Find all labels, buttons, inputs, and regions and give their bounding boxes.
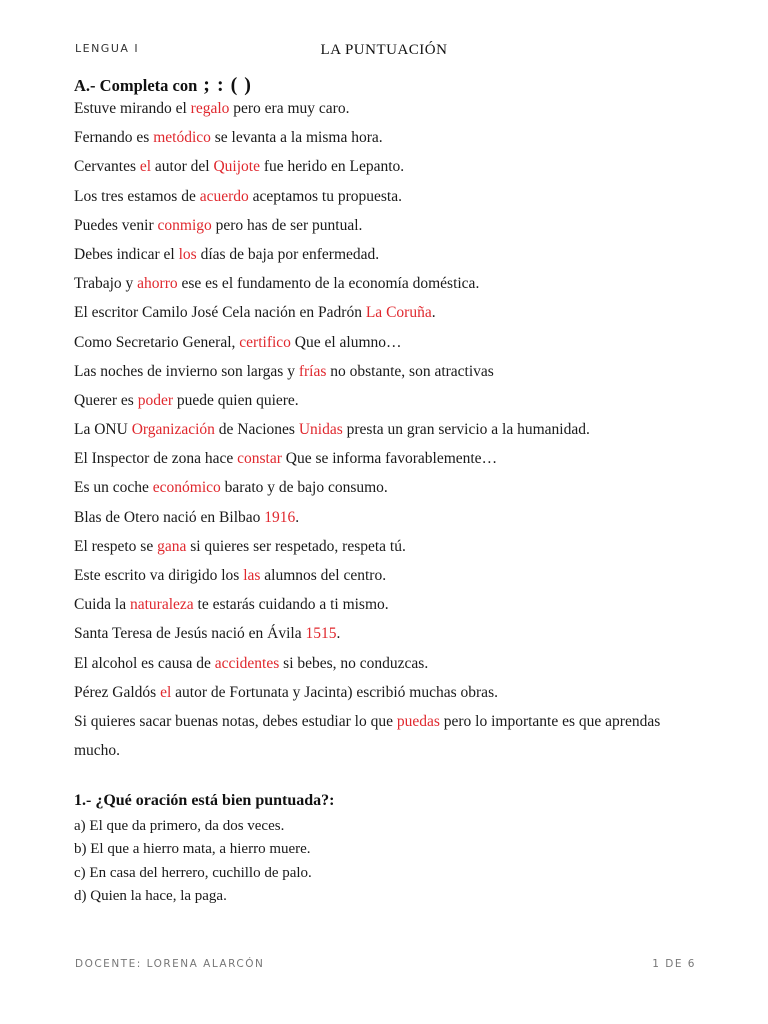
sentence-20: El alcohol es causa de accidentes si bebes, no conduzcas.: [74, 654, 429, 672]
highlight-word: 1916: [264, 508, 296, 526]
highlight-word: regalo: [190, 100, 230, 117]
option-d: d) Quien la hace, la paga.: [74, 887, 227, 904]
highlight-word: puedas: [396, 712, 440, 730]
page-title: LA PUNTUACIÓN: [320, 42, 448, 58]
highlight-word: Quijote: [213, 158, 260, 176]
highlight-word: gana: [157, 537, 187, 555]
footer-teacher: DOCENTE: LORENA ALARCÓN: [75, 958, 265, 970]
highlight-word: naturaleza: [129, 596, 194, 614]
sentence-4: Los tres estamos de acuerdo aceptamos tu propuesta.: [74, 187, 402, 205]
sentence-14: Es un coche económico barato y de bajo consumo.: [74, 479, 388, 497]
highlight-word: Organización: [131, 421, 215, 439]
highlight-word: La Coruña: [365, 304, 432, 322]
sentence-17: Este escrito va dirigido los las alumnos del centro.: [74, 567, 387, 584]
sentence-21: Pérez Galdós el autor de Fortunata y Jacinta) escribió muchas obras.: [74, 683, 498, 701]
sentence-6: Debes indicar el los días de baja por enfermedad.: [74, 245, 380, 263]
section-a-prefix: A.- Completa con: [74, 76, 198, 95]
exercise-sentences: [74, 94, 704, 765]
highlight-word: las: [243, 567, 261, 584]
highlight-word: el: [160, 683, 172, 701]
sentence-19: Santa Teresa de Jesús nació en Ávila 1515.: [74, 625, 341, 643]
section-a-symbols: ; : ( ): [197, 74, 252, 96]
highlight-word: 1515: [305, 625, 337, 643]
highlight-word: acuerdo: [199, 187, 249, 205]
sentence-11: Querer es poder puede quien quiere.: [74, 391, 299, 409]
sentence-15: Blas de Otero nació en Bilbao 1916.: [74, 508, 300, 526]
sentence-10: Las noches de invierno son largas y frías no obstante, son atractivas: [74, 362, 494, 380]
highlight-word: accidentes: [214, 654, 280, 672]
option-b: b) El que a hierro mata, a hierro muere.: [74, 841, 311, 858]
highlight-word: económico: [152, 479, 221, 497]
sentence-12: La ONU Organización de Naciones Unidas presta un gran servicio a la humanidad.: [74, 421, 590, 439]
sentence-22: Si quieres sacar buenas notas, debes estudiar lo que puedas pero lo importante es que aprendas mucho.: [74, 712, 661, 760]
page-number: 1 DE 6: [652, 958, 696, 970]
highlight-word: los: [178, 245, 197, 263]
highlight-word: Unidas: [298, 421, 343, 439]
highlight-word: ahorro: [137, 275, 178, 293]
sentence-16: El respeto se gana si quieres ser respetado, respeta tú.: [74, 537, 406, 555]
highlight-word: frías: [298, 362, 327, 380]
highlight-word: metódico: [153, 129, 211, 147]
question-1-options: [74, 815, 312, 908]
sentence-3: Cervantes el autor del Quijote fue herido en Lepanto.: [74, 158, 405, 176]
sentence-9: Como Secretario General, certifico Que el alumno…: [74, 333, 402, 351]
highlight-word: conmigo: [157, 216, 212, 234]
header-subject: LENGUA I: [75, 42, 140, 55]
sentence-5: Puedes venir conmigo pero has de ser puntual.: [74, 216, 363, 234]
sentence-8: El escritor Camilo José Cela nación en Padrón La Coruña.: [74, 304, 436, 322]
option-c: c) En casa del herrero, cuchillo de palo.: [74, 864, 312, 881]
question-1-title: 1.- ¿Qué oración está bien puntuada?:: [74, 792, 335, 809]
highlight-word: poder: [137, 391, 173, 409]
sentence-18: Cuida la naturaleza te estarás cuidando a ti mismo.: [74, 596, 389, 614]
sentence-2: Fernando es metódico se levanta a la misma hora.: [74, 129, 383, 147]
highlight-word: el: [139, 158, 152, 176]
highlight-word: constar: [237, 450, 282, 468]
option-a: a) El que da primero, da dos veces.: [74, 818, 285, 834]
highlight-word: certifico: [239, 333, 291, 351]
sentence-1: Estuve mirando el regalo pero era muy caro.: [74, 100, 350, 117]
sentence-7: Trabajo y ahorro ese es el fundamento de la economía doméstica.: [74, 275, 480, 293]
sentence-13: El Inspector de zona hace constar Que se informa favorablemente…: [74, 450, 498, 468]
